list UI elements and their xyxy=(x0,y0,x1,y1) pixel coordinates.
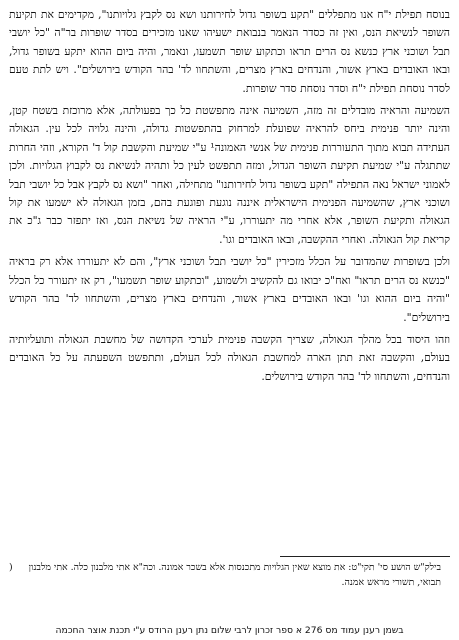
source-line: בשמן רענן עמוד מס 276 א ספר זכרון לרבי שלום נתן רענן הרודס ע"י תכנת אוצר החכמה xyxy=(55,625,404,636)
document-body xyxy=(9,6,450,390)
paragraph-2: השמיעה והראיה מובדלים זה מזה, השמיעה אינה מתפשטת כל כך בפעולתה, אלא מרוכזת בשטח קטן, והינה יותר פנימית ביחס להראיה שפועלת למרחוק בהתפשטות גדולה, והינה גלויה לכל עין. הגאולה העתידה תבוא מתוך התעוררות פנימית של אנשי האמונה¹ ע"י שמיעת והקשבת קול ד' הקורא, וזהי החרות שתתגלה ע"י שמיעת תקיעת השופר הגדול, ומזה תתפשט לעין כל ותהיה לנשיאת נס לקבוץ הגלויות. ולכן לאמוני ישראל נאה התפילה "תקע בשופר גדול לחירותנו" מתחילה, ואחר "ושא נס לקבץ אבל כל יושבי תבל ושוכני ארץ, שהשמיעה הפנימית הישראלית איננה נוגעת ופוגעת בהם, בזמן הגאולה לא ישמעו את קול הגאולה ותקיעת השופר, אלא אחרי מה יתעוררו, ע"י הראיה של נשיאת הנס, ואז יתפזר כבר ג"כ את קריאת קול הגאולה. ואחרי ההקשבה, ובאו האובדים וגו'. xyxy=(9,104,450,246)
paragraph-1: בנוסח תפילת י"ח אנו מתפללים "תקע בשופר גדול לחירותנו ושא נס לקבץ גלויותנו", מקדימים את תקיעת השופר לנשיאת הנס, ואין זה כסדר הנאמר בנבואת ישעיהו שאנו מזכירים בסדר שופרות בר"ה "כל יושבי תבל ושוכני ארץ כנשא נס הרים תראו וכתקוע שופר תשמעו, ונאמר, והיה ביום ההוא יתקע בשופר גדול, ובאו האובדים בארץ אשור, והנדחים בארץ מצרים, והשתחוו לד' בהר הקודש בירושלים". ויש לתת טעם לסדר נוסחת תפילת י"ח וסדר נוסחת סדר שופרות. xyxy=(9,8,450,95)
footnote-text: בילק"ש הושע סי' תקי"ט: את מוצא שאין הגלויות מתכנסות אלא בשכר אמונה. וכה"א אתי מלבנון כלה. אתי מלבנון תבואי, תשורי מראש אמנה. xyxy=(28,562,441,588)
footnote-divider xyxy=(280,556,450,557)
paragraph-3: ולכן בשופרות שהמדובר על הכלל מזכירין "כל יושבי תבל ושוכני ארץ", והם לא יתעוררו אלא רק בראיה "כנשא נס הרים תראו" ואח"כ יבואו גם להקשיב ולשמוע, "וכתקוע שופר תשמעו", רק אז יתעורר כל הכלל "והיה ביום ההוא וגו' ובאו האובדים בארץ אשור, והנדחים בארץ מצרים, והשתחוו לד' בהר הקודש בירושלים". xyxy=(9,255,450,324)
footnote-marker: ( xyxy=(9,562,13,573)
paragraph-4: וזהו היסוד בכל מהלך הגאולה, שצריך הקשבה פנימית לערכי הקדושה של מחשבת הגאולה ותועליותיה בעולם, והקשבה זאת תתן הארה למחשבת הגאולה לכל העולם, ותתפשט השפעתה על כל האובדים והנדחים, והשתחוו לד' בהר הקודש בירושלים. xyxy=(9,332,450,383)
